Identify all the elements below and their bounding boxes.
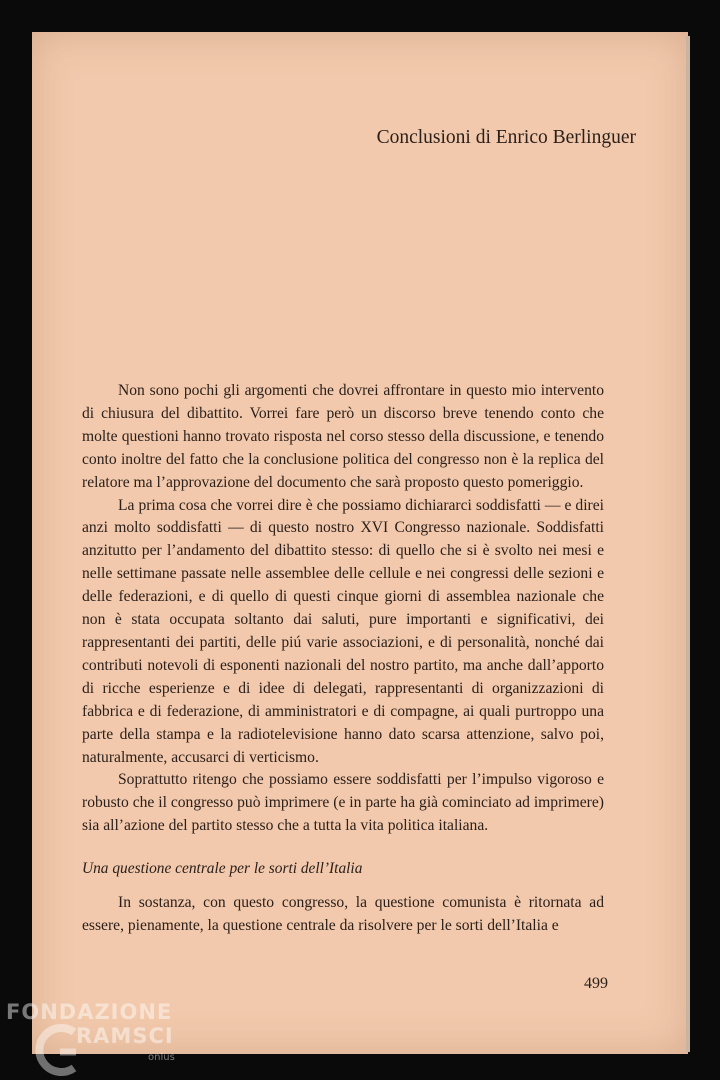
section-paragraph: In sostanza, con questo congresso, la questione comunista è ritornata ad essere, pienamente, la questione centrale da risolvere per le sorti dell’Italia e [82,894,604,934]
body-text [82,380,604,838]
section-body [82,892,604,938]
page-edge [686,36,690,1052]
foundation-watermark [0,998,200,1080]
watermark-line2: RAMSCI [76,1024,174,1048]
section-heading: Una questione centrale per le sorti dell’Italia [82,860,363,877]
paragraph-1: Non sono pochi gli argomenti che dovrei affrontare in questo mio intervento di chiusura del dibattito. Vorrei fare però un discorso breve tenendo conto che molte questioni hanno trovato risposta nel corso stesso della discussione, e tenendo conto inoltre del fatto che la conclusione politica del congresso non è la replica del relatore ma l’approvazione del documento che sarà proposto questo pomeriggio. [82,382,604,491]
foundation-logo-icon [30,1022,78,1078]
page-title: Conclusioni di Enrico Berlinguer [376,127,636,148]
watermark-line1: FONDAZIONE [6,1000,173,1024]
paragraph-3: Soprattutto ritengo che possiamo essere soddisfatti per l’impulso vigoroso e robusto che il congresso può imprimere (e in parte ha già cominciato ad imprimere) sia all’azione del partito stesso che a tutta la vita politica italiana. [82,771,604,835]
watermark-onlus: onlus [148,1052,175,1063]
page-number: 499 [584,975,608,992]
paragraph-2: La prima cosa che vorrei dire è che possiamo dichiararci soddisfatti — e direi anzi molto soddisfatti — di questo nostro XVI Congresso nazionale. Soddisfatti anzitutto per l’andamento del dibattito stesso: di quello che si è svolto nei mesi e nelle settimane passate nelle assemblee delle cellule e nei congressi delle sezioni e delle federazioni, e di quello di questi cinque giorni di assemblea nazionale che non è stata occupata soltanto dai saluti, pure importanti e significativi, dei rappresentanti dei partiti, delle piú varie associazioni, e di personalità, nonché dai contributi notevoli di esponenti nazionali del nostro partito, ma anche dall’apporto di ricche esperienze e di idee di delegati, rappresentanti di organizzazioni di fabbrica e di federazione, di amministratori e di compagne, ai quali purtroppo una parte della stampa e la radiotelevisione hanno dato scarsa attenzione, salvo poi, naturalmente, accusarci di verticismo. [82,496,604,766]
